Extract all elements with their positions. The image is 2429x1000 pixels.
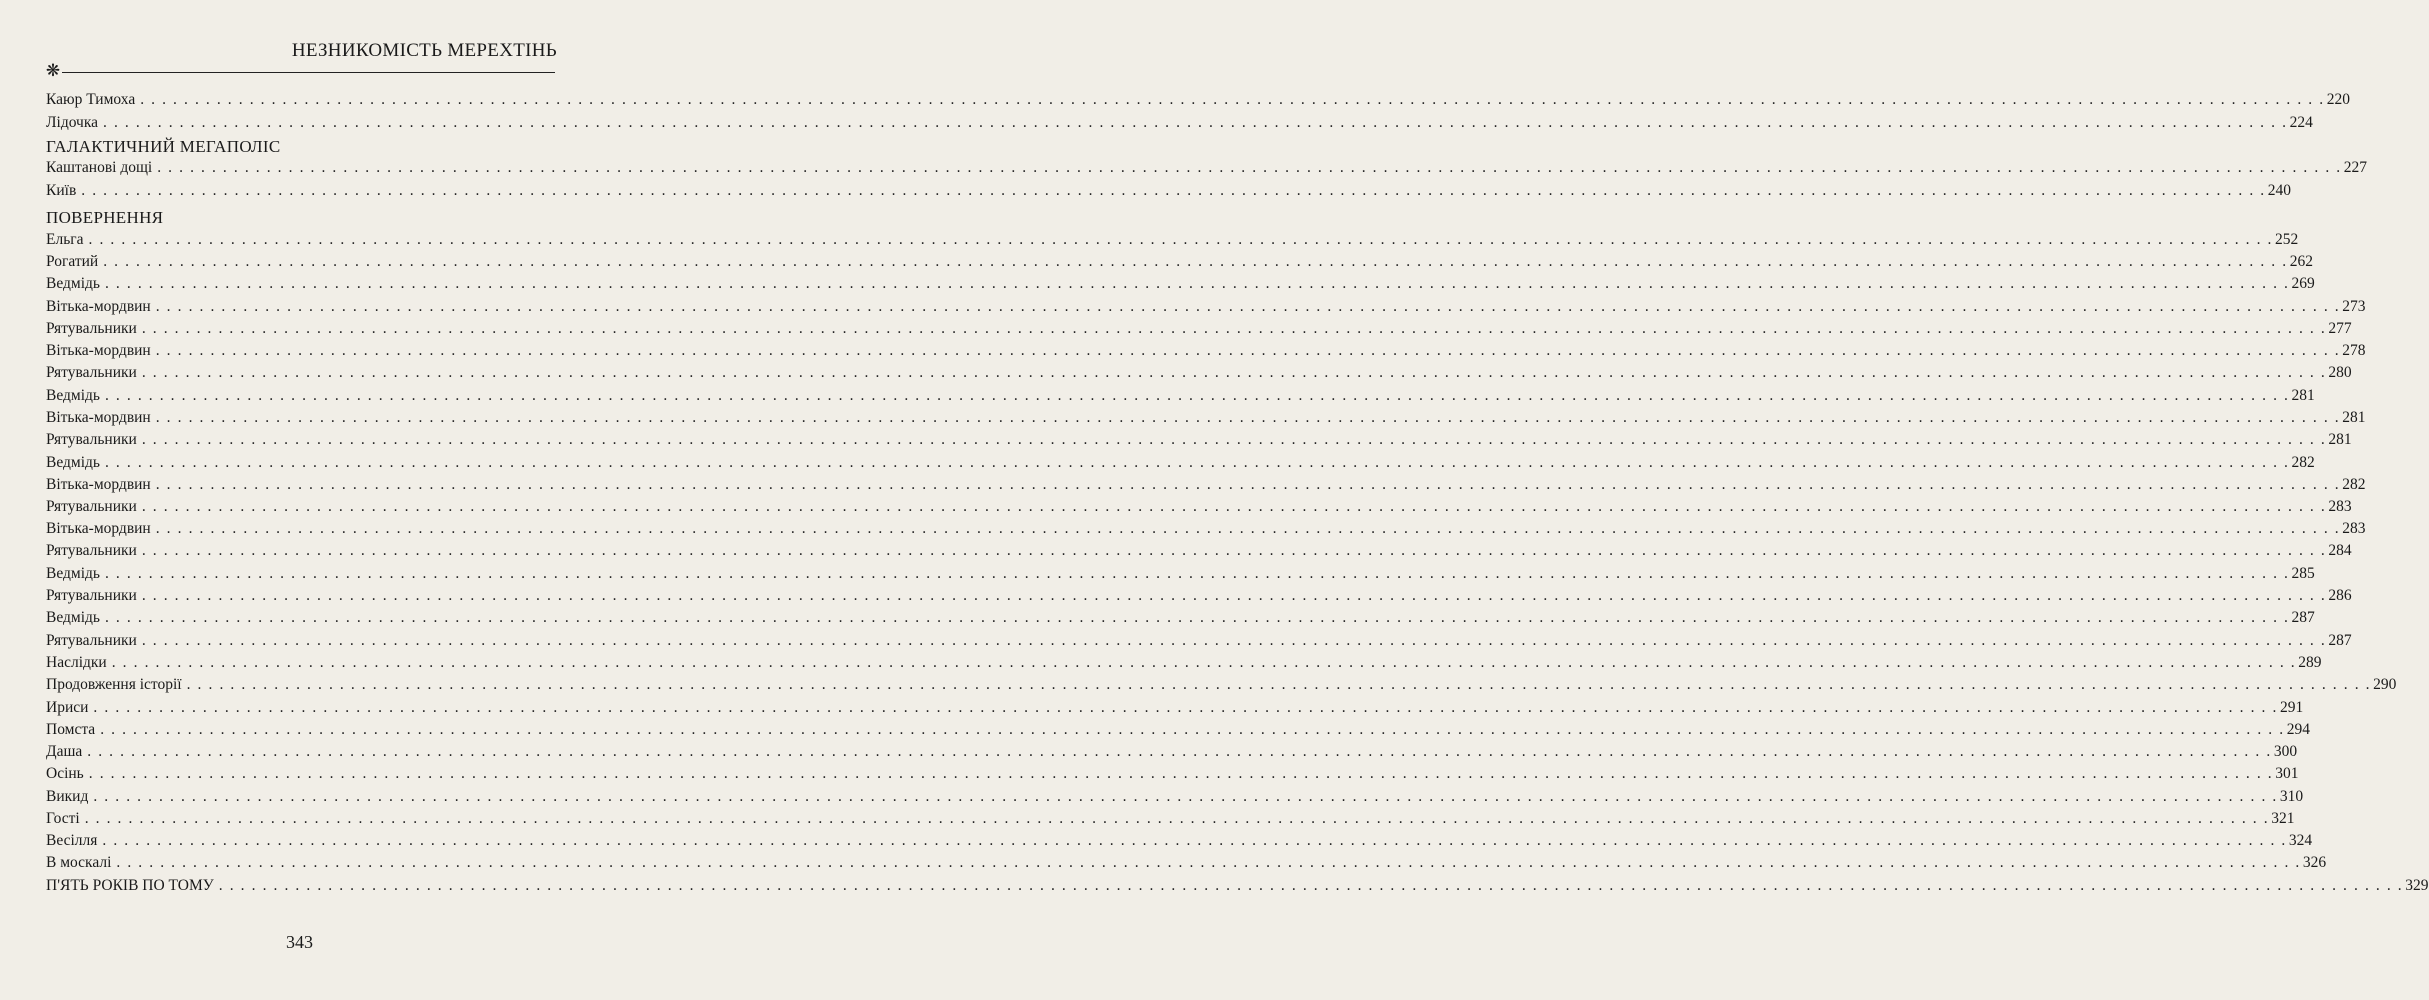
- toc-entry-page: 224: [2289, 114, 2313, 131]
- toc-section-heading: ПОВЕРНЕННЯ: [46, 208, 164, 227]
- toc-entry-page: 269: [2291, 275, 2315, 292]
- toc-leader-dots: . . . . . . . . . . . . . . . . . . . . . . . . . . . . . . . . . . . . . . . . . . . . . . . . . . . . . . . . . . . . . . . . . . . . . . . . . . . . . . . . . . . . . . . . . . . . . . . . . . . . . . . . . . . . . . . . . . . . . . . . . . . . . . . . . . . . . . . . . . . . . . . . . . . . . . . . . . . . . . . . . . . . . . . . . . . . . . . . . . . . . . . . . . . . . . . . . . . . . . . .: [84, 810, 2270, 827]
- toc-entry: [46, 497, 2352, 517]
- toc-leader-dots: . . . . . . . . . . . . . . . . . . . . . . . . . . . . . . . . . . . . . . . . . . . . . . . . . . . . . . . . . . . . . . . . . . . . . . . . . . . . . . . . . . . . . . . . . . . . . . . . . . . . . . . . . . . . . . . . . . . . . . . . . . . . . . . . . . . . . . . . . . . . . . . . . . . . . . . . . . . . . . . . . . . . . . . . . . . . . . . . . . . . . . . . . . . . . . . . . . . . . . . .: [104, 387, 2290, 404]
- toc-entry-title: П'ЯТЬ РОКІВ ПО ТОМУ: [46, 877, 214, 894]
- toc-leader-dots: . . . . . . . . . . . . . . . . . . . . . . . . . . . . . . . . . . . . . . . . . . . . . . . . . . . . . . . . . . . . . . . . . . . . . . . . . . . . . . . . . . . . . . . . . . . . . . . . . . . . . . . . . . . . . . . . . . . . . . . . . . . . . . . . . . . . . . . . . . . . . . . . . . . . . . . . . . . . . . . . . . . . . . . . . . . . . . . . . . . . . . . . . . . . . . . . . . . . . . . .: [157, 159, 2342, 176]
- toc-leader-dots: . . . . . . . . . . . . . . . . . . . . . . . . . . . . . . . . . . . . . . . . . . . . . . . . . . . . . . . . . . . . . . . . . . . . . . . . . . . . . . . . . . . . . . . . . . . . . . . . . . . . . . . . . . . . . . . . . . . . . . . . . . . . . . . . . . . . . . . . . . . . . . . . . . . . . . . . . . . . . . . . . . . . . . . . . . . . . . . . . . . . . . . . . . . . . . . . . . . . . . . .: [102, 832, 2287, 849]
- toc-leader-dots: . . . . . . . . . . . . . . . . . . . . . . . . . . . . . . . . . . . . . . . . . . . . . . . . . . . . . . . . . . . . . . . . . . . . . . . . . . . . . . . . . . . . . . . . . . . . . . . . . . . . . . . . . . . . . . . . . . . . . . . . . . . . . . . . . . . . . . . . . . . . . . . . . . . . . . . . . . . . . . . . . . . . . . . . . . . . . . . . . . . . . . . . . . . . . . . . . . . . . . . .: [103, 253, 2288, 270]
- toc-entry-page: 291: [2279, 699, 2304, 716]
- toc-entry: [46, 363, 2352, 383]
- toc-entry: [46, 408, 2366, 428]
- toc-leader-dots: . . . . . . . . . . . . . . . . . . . . . . . . . . . . . . . . . . . . . . . . . . . . . . . . . . . . . . . . . . . . . . . . . . . . . . . . . . . . . . . . . . . . . . . . . . . . . . . . . . . . . . . . . . . . . . . . . . . . . . . . . . . . . . . . . . . . . . . . . . . . . . . . . . . . . . . . . . . . . . . . . . . . . . . . . . . . . . . . . . . . . . . . . . . . . . . . . . . . . . . .: [93, 788, 2278, 805]
- toc-entry-title: Ириси: [46, 699, 89, 716]
- toc-entry-page: 285: [2291, 565, 2315, 582]
- toc-leader-dots: . . . . . . . . . . . . . . . . . . . . . . . . . . . . . . . . . . . . . . . . . . . . . . . . . . . . . . . . . . . . . . . . . . . . . . . . . . . . . . . . . . . . . . . . . . . . . . . . . . . . . . . . . . . . . . . . . . . . . . . . . . . . . . . . . . . . . . . . . . . . . . . . . . . . . . . . . . . . . . . . . . . . . . . . . . . . . . . . . . . . . . . . . . . . . . . . . . . . . . . .: [155, 342, 2341, 359]
- toc-entry-title: Каштанові дощі: [46, 159, 153, 176]
- toc-leader-dots: . . . . . . . . . . . . . . . . . . . . . . . . . . . . . . . . . . . . . . . . . . . . . . . . . . . . . . . . . . . . . . . . . . . . . . . . . . . . . . . . . . . . . . . . . . . . . . . . . . . . . . . . . . . . . . . . . . . . . . . . . . . . . . . . . . . . . . . . . . . . . . . . . . . . . . . . . . . . . . . . . . . . . . . . . . . . . . . . . . . . . . . . . . . . . . . . . . . . . . . .: [116, 854, 2301, 871]
- toc-entry-page: 283: [2342, 520, 2366, 537]
- toc-entry-page: 287: [2291, 609, 2315, 626]
- toc-entry: [46, 631, 2352, 651]
- toc-entry-page: 227: [2343, 159, 2367, 176]
- toc-leader-dots: . . . . . . . . . . . . . . . . . . . . . . . . . . . . . . . . . . . . . . . . . . . . . . . . . . . . . . . . . . . . . . . . . . . . . . . . . . . . . . . . . . . . . . . . . . . . . . . . . . . . . . . . . . . . . . . . . . . . . . . . . . . . . . . . . . . . . . . . . . . . . . . . . . . . . . . . . . . . . . . . . . . . . . . . . . . . . . . . . . . . . . . . . . . . . . . . . . . . . . . .: [93, 699, 2278, 716]
- toc-entry-title: Ведмідь: [46, 609, 100, 626]
- toc-entry-page: 282: [2342, 476, 2366, 493]
- toc-entry-title: Наслідки: [46, 654, 107, 671]
- toc-entry: [46, 297, 2366, 317]
- toc-leader-dots: . . . . . . . . . . . . . . . . . . . . . . . . . . . . . . . . . . . . . . . . . . . . . . . . . . . . . . . . . . . . . . . . . . . . . . . . . . . . . . . . . . . . . . . . . . . . . . . . . . . . . . . . . . . . . . . . . . . . . . . . . . . . . . . . . . . . . . . . . . . . . . . . . . . . . . . . . . . . . . . . . . . . . . . . . . . . . . . . . . . . . . . . . . . . . . . . . . . . . . . .: [155, 409, 2341, 426]
- toc-entry-page: 321: [2271, 810, 2295, 827]
- toc-entry-page: 277: [2328, 320, 2352, 337]
- toc-entry: [46, 608, 2315, 628]
- toc-entry-title: Рятувальники: [46, 542, 137, 559]
- toc-entry-page: 278: [2342, 342, 2366, 359]
- toc-entry-title: Рятувальники: [46, 431, 137, 448]
- toc-entry-title: Викид: [46, 788, 89, 805]
- toc-entry: [46, 230, 2299, 250]
- toc-entry: [46, 698, 2304, 718]
- toc-entry-title: Київ: [46, 182, 77, 199]
- toc-leader-dots: . . . . . . . . . . . . . . . . . . . . . . . . . . . . . . . . . . . . . . . . . . . . . . . . . . . . . . . . . . . . . . . . . . . . . . . . . . . . . . . . . . . . . . . . . . . . . . . . . . . . . . . . . . . . . . . . . . . . . . . . . . . . . . . . . . . . . . . . . . . . . . . . . . . . . . . . . . . . . . . . . . . . . . . . . . . . . . . . . . . . . . . . . . . . . . . . . . . . . . . .: [111, 654, 2297, 671]
- toc-entry-page: 283: [2328, 498, 2352, 515]
- toc-entry-page: 284: [2328, 542, 2352, 559]
- toc-entry: [46, 831, 2313, 851]
- toc-leader-dots: . . . . . . . . . . . . . . . . . . . . . . . . . . . . . . . . . . . . . . . . . . . . . . . . . . . . . . . . . . . . . . . . . . . . . . . . . . . . . . . . . . . . . . . . . . . . . . . . . . . . . . . . . . . . . . . . . . . . . . . . . . . . . . . . . . . . . . . . . . . . . . . . . . . . . . . . . . . . . . . . . . . . . . . . . . . . . . . . . . . . . . . . . . . . . . . . . . . . . . . .: [141, 542, 2327, 559]
- toc-entry-page: 324: [2288, 832, 2313, 849]
- toc-entry-title: Осінь: [46, 765, 84, 782]
- toc-entry-page: 290: [2373, 676, 2397, 693]
- toc-entry-page: 289: [2298, 654, 2322, 671]
- toc-entry: [46, 386, 2315, 406]
- toc-leader-dots: . . . . . . . . . . . . . . . . . . . . . . . . . . . . . . . . . . . . . . . . . . . . . . . . . . . . . . . . . . . . . . . . . . . . . . . . . . . . . . . . . . . . . . . . . . . . . . . . . . . . . . . . . . . . . . . . . . . . . . . . . . . . . . . . . . . . . . . . . . . . . . . . . . . . . . . . . . . . . . . . . . . . . . . . . . . . . . . . . . . . . . . . . . . . . . . . . . . . . . . .: [104, 454, 2290, 471]
- toc-leader-dots: . . . . . . . . . . . . . . . . . . . . . . . . . . . . . . . . . . . . . . . . . . . . . . . . . . . . . . . . . . . . . . . . . . . . . . . . . . . . . . . . . . . . . . . . . . . . . . . . . . . . . . . . . . . . . . . . . . . . . . . . . . . . . . . . . . . . . . . . . . . . . . . . . . . . . . . . . . . . . . . . . . . . . . . . . . . . . . . . . . . . . . . . . . . . . . . . . . . . . . . .: [218, 877, 2404, 894]
- toc-entry-title: Рятувальники: [46, 320, 137, 337]
- toc-entry-title: Рогатий: [46, 253, 99, 270]
- toc-entry-title: Гості: [46, 810, 80, 827]
- toc-entry-title: Помста: [46, 721, 96, 738]
- snowflake-ornament-icon: ❋: [45, 61, 61, 80]
- toc-leader-dots: . . . . . . . . . . . . . . . . . . . . . . . . . . . . . . . . . . . . . . . . . . . . . . . . . . . . . . . . . . . . . . . . . . . . . . . . . . . . . . . . . . . . . . . . . . . . . . . . . . . . . . . . . . . . . . . . . . . . . . . . . . . . . . . . . . . . . . . . . . . . . . . . . . . . . . . . . . . . . . . . . . . . . . . . . . . . . . . . . . . . . . . . . . . . . . . . . . . . . . . .: [141, 320, 2327, 337]
- toc-entry: [46, 675, 2397, 695]
- toc-entry-page: 281: [2328, 431, 2352, 448]
- toc-entry: [46, 90, 2350, 110]
- toc-entry: [46, 453, 2315, 473]
- toc-entry: [46, 341, 2366, 361]
- toc-entry-title: Продовження історії: [46, 676, 182, 693]
- toc-entry: [46, 113, 2313, 133]
- toc-entry-page: 326: [2302, 854, 2327, 871]
- toc-leader-dots: . . . . . . . . . . . . . . . . . . . . . . . . . . . . . . . . . . . . . . . . . . . . . . . . . . . . . . . . . . . . . . . . . . . . . . . . . . . . . . . . . . . . . . . . . . . . . . . . . . . . . . . . . . . . . . . . . . . . . . . . . . . . . . . . . . . . . . . . . . . . . . . . . . . . . . . . . . . . . . . . . . . . . . . . . . . . . . . . . . . . . . . . . . . . . . . . . . . . . . . .: [141, 587, 2327, 604]
- toc-entry-page: 282: [2291, 454, 2315, 471]
- toc-leader-dots: . . . . . . . . . . . . . . . . . . . . . . . . . . . . . . . . . . . . . . . . . . . . . . . . . . . . . . . . . . . . . . . . . . . . . . . . . . . . . . . . . . . . . . . . . . . . . . . . . . . . . . . . . . . . . . . . . . . . . . . . . . . . . . . . . . . . . . . . . . . . . . . . . . . . . . . . . . . . . . . . . . . . . . . . . . . . . . . . . . . . . . . . . . . . . . . . . . . . . . . .: [140, 91, 2325, 108]
- toc-entry-page: 220: [2326, 91, 2350, 108]
- toc-entry: [46, 787, 2304, 807]
- toc-entry: [46, 742, 2298, 762]
- toc-entry-title: Вітька-мордвин: [46, 520, 151, 537]
- toc-entry: [46, 475, 2366, 495]
- toc-entry-title: Ведмідь: [46, 387, 100, 404]
- toc-entry-title: Весілля: [46, 832, 98, 849]
- toc-entry-page: 329: [2405, 877, 2429, 894]
- toc-leader-dots: . . . . . . . . . . . . . . . . . . . . . . . . . . . . . . . . . . . . . . . . . . . . . . . . . . . . . . . . . . . . . . . . . . . . . . . . . . . . . . . . . . . . . . . . . . . . . . . . . . . . . . . . . . . . . . . . . . . . . . . . . . . . . . . . . . . . . . . . . . . . . . . . . . . . . . . . . . . . . . . . . . . . . . . . . . . . . . . . . . . . . . . . . . . . . . . . . . . . . . . .: [186, 676, 2372, 693]
- toc-leader-dots: . . . . . . . . . . . . . . . . . . . . . . . . . . . . . . . . . . . . . . . . . . . . . . . . . . . . . . . . . . . . . . . . . . . . . . . . . . . . . . . . . . . . . . . . . . . . . . . . . . . . . . . . . . . . . . . . . . . . . . . . . . . . . . . . . . . . . . . . . . . . . . . . . . . . . . . . . . . . . . . . . . . . . . . . . . . . . . . . . . . . . . . . . . . . . . . . . . . . . . . .: [88, 231, 2274, 248]
- toc-entry-title: Ведмідь: [46, 565, 100, 582]
- toc-entry: [46, 519, 2366, 539]
- page-number: 343: [286, 932, 313, 952]
- toc-entry-page: 281: [2291, 387, 2315, 404]
- toc-entry-page: 300: [2273, 743, 2298, 760]
- toc-entry-title: Ведмідь: [46, 275, 100, 292]
- toc-entry: [46, 876, 2429, 896]
- toc-entry-title: Рятувальники: [46, 632, 137, 649]
- toc-leader-dots: . . . . . . . . . . . . . . . . . . . . . . . . . . . . . . . . . . . . . . . . . . . . . . . . . . . . . . . . . . . . . . . . . . . . . . . . . . . . . . . . . . . . . . . . . . . . . . . . . . . . . . . . . . . . . . . . . . . . . . . . . . . . . . . . . . . . . . . . . . . . . . . . . . . . . . . . . . . . . . . . . . . . . . . . . . . . . . . . . . . . . . . . . . . . . . . . . . . . . . . .: [104, 609, 2290, 626]
- toc-entry: [46, 809, 2295, 829]
- running-header-title: НЕЗНИКОМІСТЬ МЕРЕХТІНЬ: [291, 40, 557, 61]
- toc-entry-page: 281: [2342, 409, 2366, 426]
- toc-leader-dots: . . . . . . . . . . . . . . . . . . . . . . . . . . . . . . . . . . . . . . . . . . . . . . . . . . . . . . . . . . . . . . . . . . . . . . . . . . . . . . . . . . . . . . . . . . . . . . . . . . . . . . . . . . . . . . . . . . . . . . . . . . . . . . . . . . . . . . . . . . . . . . . . . . . . . . . . . . . . . . . . . . . . . . . . . . . . . . . . . . . . . . . . . . . . . . . . . . . . . . . .: [155, 520, 2341, 537]
- toc-entry-page: 294: [2286, 721, 2310, 738]
- toc-entry: [46, 430, 2352, 450]
- toc-leader-dots: . . . . . . . . . . . . . . . . . . . . . . . . . . . . . . . . . . . . . . . . . . . . . . . . . . . . . . . . . . . . . . . . . . . . . . . . . . . . . . . . . . . . . . . . . . . . . . . . . . . . . . . . . . . . . . . . . . . . . . . . . . . . . . . . . . . . . . . . . . . . . . . . . . . . . . . . . . . . . . . . . . . . . . . . . . . . . . . . . . . . . . . . . . . . . . . . . . . . . . . .: [88, 765, 2274, 782]
- toc-entry: [46, 541, 2352, 561]
- toc-entry: [46, 319, 2352, 339]
- toc-section-heading: ГАЛАКТИЧНИЙ МЕГАПОЛІС: [46, 137, 281, 156]
- toc-entry: [46, 720, 2310, 740]
- toc-entry-page: 301: [2275, 765, 2299, 782]
- toc-entry-page: 262: [2289, 253, 2313, 270]
- toc-entry: [46, 586, 2352, 606]
- toc-entry: [46, 564, 2315, 584]
- toc-entry: [46, 181, 2292, 201]
- header-divider: [62, 72, 555, 73]
- toc-entry-title: Рятувальники: [46, 498, 137, 515]
- toc-entry: [46, 764, 2299, 784]
- toc-entry: [46, 158, 2367, 178]
- toc-entry-page: 287: [2328, 632, 2352, 649]
- toc-leader-dots: . . . . . . . . . . . . . . . . . . . . . . . . . . . . . . . . . . . . . . . . . . . . . . . . . . . . . . . . . . . . . . . . . . . . . . . . . . . . . . . . . . . . . . . . . . . . . . . . . . . . . . . . . . . . . . . . . . . . . . . . . . . . . . . . . . . . . . . . . . . . . . . . . . . . . . . . . . . . . . . . . . . . . . . . . . . . . . . . . . . . . . . . . . . . . . . . . . . . . . . .: [141, 498, 2327, 515]
- toc-entry-page: 310: [2279, 788, 2304, 805]
- toc-leader-dots: . . . . . . . . . . . . . . . . . . . . . . . . . . . . . . . . . . . . . . . . . . . . . . . . . . . . . . . . . . . . . . . . . . . . . . . . . . . . . . . . . . . . . . . . . . . . . . . . . . . . . . . . . . . . . . . . . . . . . . . . . . . . . . . . . . . . . . . . . . . . . . . . . . . . . . . . . . . . . . . . . . . . . . . . . . . . . . . . . . . . . . . . . . . . . . . . . . . . . . . .: [104, 565, 2290, 582]
- toc-entry: [46, 252, 2313, 272]
- toc-leader-dots: . . . . . . . . . . . . . . . . . . . . . . . . . . . . . . . . . . . . . . . . . . . . . . . . . . . . . . . . . . . . . . . . . . . . . . . . . . . . . . . . . . . . . . . . . . . . . . . . . . . . . . . . . . . . . . . . . . . . . . . . . . . . . . . . . . . . . . . . . . . . . . . . . . . . . . . . . . . . . . . . . . . . . . . . . . . . . . . . . . . . . . . . . . . . . . . . . . . . . . . .: [141, 632, 2327, 649]
- toc-leader-dots: . . . . . . . . . . . . . . . . . . . . . . . . . . . . . . . . . . . . . . . . . . . . . . . . . . . . . . . . . . . . . . . . . . . . . . . . . . . . . . . . . . . . . . . . . . . . . . . . . . . . . . . . . . . . . . . . . . . . . . . . . . . . . . . . . . . . . . . . . . . . . . . . . . . . . . . . . . . . . . . . . . . . . . . . . . . . . . . . . . . . . . . . . . . . . . . . . . . . . . . .: [155, 298, 2341, 315]
- toc-leader-dots: . . . . . . . . . . . . . . . . . . . . . . . . . . . . . . . . . . . . . . . . . . . . . . . . . . . . . . . . . . . . . . . . . . . . . . . . . . . . . . . . . . . . . . . . . . . . . . . . . . . . . . . . . . . . . . . . . . . . . . . . . . . . . . . . . . . . . . . . . . . . . . . . . . . . . . . . . . . . . . . . . . . . . . . . . . . . . . . . . . . . . . . . . . . . . . . . . . . . . . . .: [155, 476, 2341, 493]
- toc-entry-title: Ведмідь: [46, 454, 100, 471]
- toc-entry-title: Каюр Тимоха: [46, 91, 136, 108]
- toc-entry-page: 273: [2342, 298, 2366, 315]
- toc-entry-title: В москалі: [46, 854, 112, 871]
- toc-leader-dots: . . . . . . . . . . . . . . . . . . . . . . . . . . . . . . . . . . . . . . . . . . . . . . . . . . . . . . . . . . . . . . . . . . . . . . . . . . . . . . . . . . . . . . . . . . . . . . . . . . . . . . . . . . . . . . . . . . . . . . . . . . . . . . . . . . . . . . . . . . . . . . . . . . . . . . . . . . . . . . . . . . . . . . . . . . . . . . . . . . . . . . . . . . . . . . . . . . . . . . . .: [87, 743, 2272, 760]
- toc-entry-title: Даша: [46, 743, 83, 760]
- toc-entry: [46, 853, 2327, 873]
- toc-entry-page: 286: [2328, 587, 2352, 604]
- toc-leader-dots: . . . . . . . . . . . . . . . . . . . . . . . . . . . . . . . . . . . . . . . . . . . . . . . . . . . . . . . . . . . . . . . . . . . . . . . . . . . . . . . . . . . . . . . . . . . . . . . . . . . . . . . . . . . . . . . . . . . . . . . . . . . . . . . . . . . . . . . . . . . . . . . . . . . . . . . . . . . . . . . . . . . . . . . . . . . . . . . . . . . . . . . . . . . . . . . . . . . . . . . .: [141, 431, 2327, 448]
- toc-entry-page: 252: [2275, 231, 2299, 248]
- toc-entry-page: 280: [2328, 364, 2352, 381]
- toc-entry-page: 240: [2267, 182, 2292, 199]
- toc-leader-dots: . . . . . . . . . . . . . . . . . . . . . . . . . . . . . . . . . . . . . . . . . . . . . . . . . . . . . . . . . . . . . . . . . . . . . . . . . . . . . . . . . . . . . . . . . . . . . . . . . . . . . . . . . . . . . . . . . . . . . . . . . . . . . . . . . . . . . . . . . . . . . . . . . . . . . . . . . . . . . . . . . . . . . . . . . . . . . . . . . . . . . . . . . . . . . . . . . . . . . . . .: [100, 721, 2285, 738]
- toc-leader-dots: . . . . . . . . . . . . . . . . . . . . . . . . . . . . . . . . . . . . . . . . . . . . . . . . . . . . . . . . . . . . . . . . . . . . . . . . . . . . . . . . . . . . . . . . . . . . . . . . . . . . . . . . . . . . . . . . . . . . . . . . . . . . . . . . . . . . . . . . . . . . . . . . . . . . . . . . . . . . . . . . . . . . . . . . . . . . . . . . . . . . . . . . . . . . . . . . . . . . . . . .: [141, 364, 2327, 381]
- toc-entry-title: Вітька-мордвин: [46, 298, 151, 315]
- toc-leader-dots: . . . . . . . . . . . . . . . . . . . . . . . . . . . . . . . . . . . . . . . . . . . . . . . . . . . . . . . . . . . . . . . . . . . . . . . . . . . . . . . . . . . . . . . . . . . . . . . . . . . . . . . . . . . . . . . . . . . . . . . . . . . . . . . . . . . . . . . . . . . . . . . . . . . . . . . . . . . . . . . . . . . . . . . . . . . . . . . . . . . . . . . . . . . . . . . . . . . . . . . .: [103, 114, 2288, 131]
- toc-entry: [46, 274, 2315, 294]
- toc-entry-title: Ельга: [46, 231, 84, 248]
- toc-leader-dots: . . . . . . . . . . . . . . . . . . . . . . . . . . . . . . . . . . . . . . . . . . . . . . . . . . . . . . . . . . . . . . . . . . . . . . . . . . . . . . . . . . . . . . . . . . . . . . . . . . . . . . . . . . . . . . . . . . . . . . . . . . . . . . . . . . . . . . . . . . . . . . . . . . . . . . . . . . . . . . . . . . . . . . . . . . . . . . . . . . . . . . . . . . . . . . . . . . . . . . . .: [81, 182, 2266, 199]
- toc-entry-title: Рятувальники: [46, 364, 137, 381]
- toc-leader-dots: . . . . . . . . . . . . . . . . . . . . . . . . . . . . . . . . . . . . . . . . . . . . . . . . . . . . . . . . . . . . . . . . . . . . . . . . . . . . . . . . . . . . . . . . . . . . . . . . . . . . . . . . . . . . . . . . . . . . . . . . . . . . . . . . . . . . . . . . . . . . . . . . . . . . . . . . . . . . . . . . . . . . . . . . . . . . . . . . . . . . . . . . . . . . . . . . . . . . . . . .: [104, 275, 2290, 292]
- toc-entry-title: Вітька-мордвин: [46, 409, 151, 426]
- toc-entry-title: Лідочка: [46, 114, 99, 131]
- toc-entry-title: Вітька-мордвин: [46, 342, 151, 359]
- toc-entry-title: Рятувальники: [46, 587, 137, 604]
- toc-entry: [46, 653, 2322, 673]
- toc-entry-title: Вітька-мордвин: [46, 476, 151, 493]
